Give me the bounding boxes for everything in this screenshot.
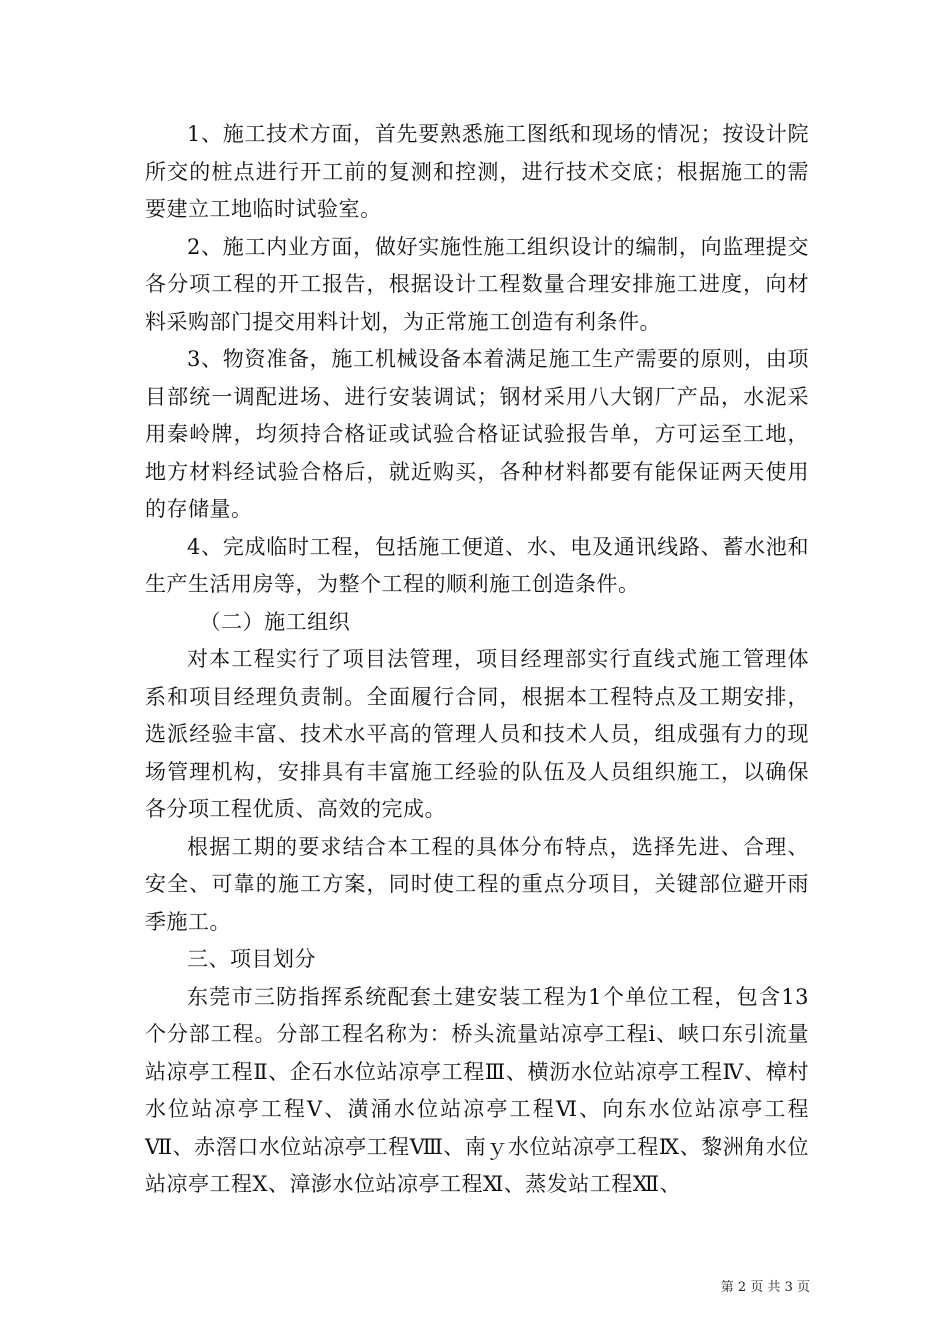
paragraph-organization: 对本工程实行了项目法管理，项目经理部实行直线式施工管理体系和项目经理负责制。全面履行合同，根据本工程特点及工期安排，选派经验丰富、技术水平高的管理人员和技术人员，组成强有力的现场管理机构，安排具有丰富施工经验的队伍及人员组织施工，以确保各分项工程优质、高效的完成。 — [145, 647, 809, 821]
paragraph-internal-work: 2、施工内业方面，做好实施性施工组织设计的编制，向监理提交各分项工程的开工报告，根据设计工程数量合理安排施工进度，向材料采购部门提交用料计划，为正常施工创造有利条件。 — [145, 234, 809, 334]
section-heading-organization: （二）施工组织 — [199, 609, 351, 634]
paragraph-division: 东莞市三防指挥系统配套土建安装工程为1个单位工程，包含13个分部工程。分部工程名称为：桥头流量站凉亭工程ⅰ、峡口东引流量站凉亭工程Ⅱ、企石水位站凉亭工程Ⅲ、横沥水位站凉亭工程Ⅳ、樟村水位站凉亭工程Ⅴ、潢涌水位站凉亭工程Ⅵ、向东水位站凉亭工程Ⅶ、赤滘口水位站凉亭工程Ⅷ、南ｙ水位站凉亭工程Ⅸ、黎洲角水位站凉亭工程Ⅹ、漳澎水位站凉亭工程Ⅺ、蒸发站工程Ⅻ、 — [145, 984, 809, 1196]
paragraph-technical: 1、施工技术方面，首先要熟悉施工图纸和现场的情况；按设计院所交的桩点进行开工前的复测和控测，进行技术交底；根据施工的需要建立工地临时试验室。 — [145, 122, 809, 221]
paragraph-materials: 3、物资准备，施工机械设备本着满足施工生产需要的原则，由项目部统一调配进场、进行安装调试；钢材采用八大钢厂产品，水泥采用秦岭牌，均须持合格证或试验合格证试验报告单，方可运至工地，地方材料经试验合格后，就近购买，各种材料都要有能保证两天使用的存储量。 — [145, 347, 809, 521]
document-body — [145, 116, 809, 1204]
paragraph-schedule: 根据工期的要求结合本工程的具体分布特点，选择先进、合理、安全、可靠的施工方案，同时使工程的重点分项目，关键部位避开雨季施工。 — [145, 834, 809, 934]
section-heading-division: 三、项目划分 — [187, 947, 316, 971]
page-number-footer: 第 2 页 共 3 页 — [720, 1280, 810, 1295]
paragraph-temporary-works: 4、完成临时工程，包括施工便道、水、电及通讯线路、蓄水池和生产生活用房等，为整个工程的顺利施工创造条件。 — [145, 534, 809, 596]
